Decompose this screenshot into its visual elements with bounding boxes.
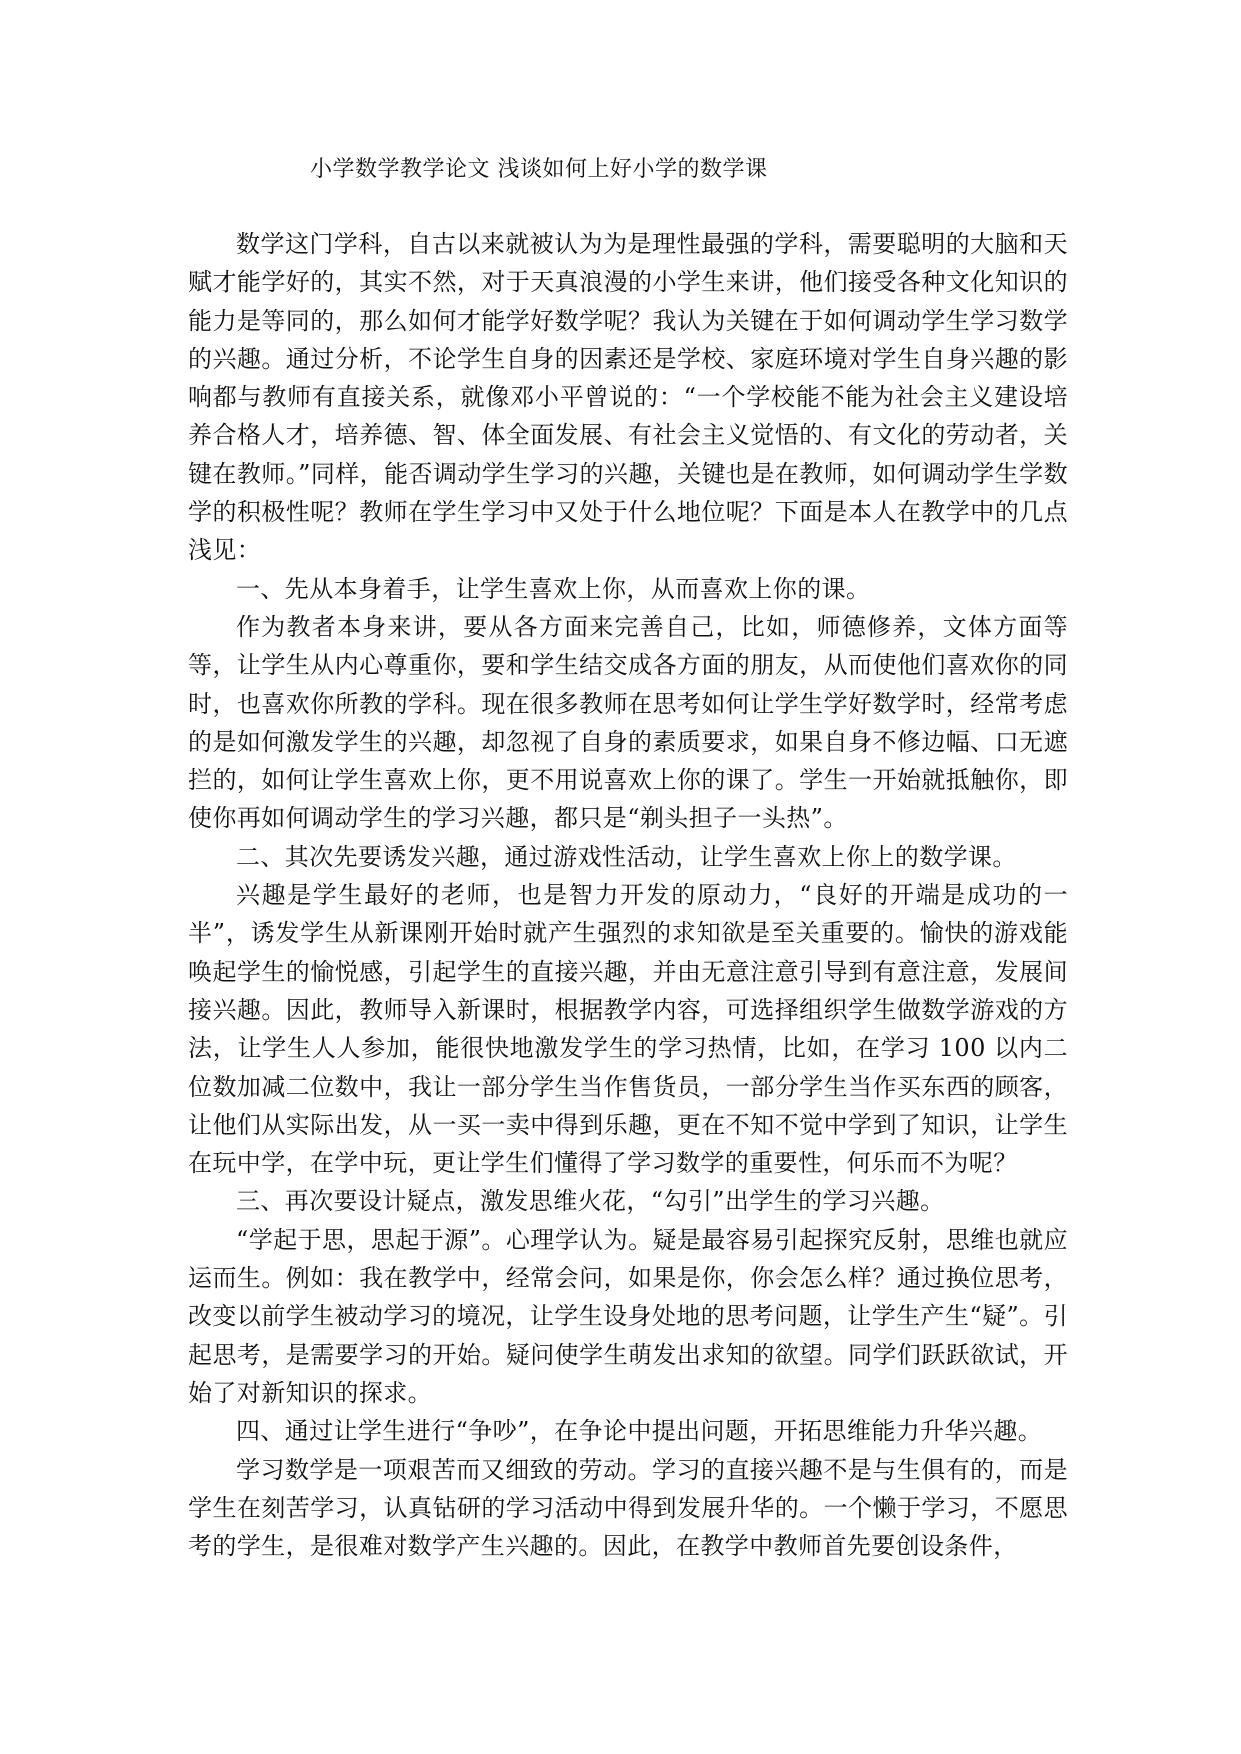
section-body-3: “学起于思，思起于源”。心理学认为。疑是最容易引起探究反射，思维也就应运而生。例如：我在教学中，经常会问，如果是你，你会怎么样？通过换位思考，改变以前学生被动学习的境况，让学生设身处地的思考问题，让学生产生“疑”。引起思考，是需要学习的开始。疑问使学生萌发出求知的欲望。同学们跃跃欲试，开始了对新知识的探求。 — [188, 1225, 1068, 1407]
document-title: 小学数学教学论文 浅谈如何上好小学的数学课 — [310, 157, 768, 182]
section-body-2: 兴趣是学生最好的老师，也是智力开发的原动力，“良好的开端是成功的一半”，诱发学生从新课刚开始时就产生强烈的求知欲是至关重要的。愉快的游戏能唤起学生的愉悦感，引起学生的直接兴趣，并由无意注意引导到有意注意，发展间接兴趣。因此，教师导入新课时，根据教学内容，可选择组织学生做数学游戏的方法，让学生人人参加，能很快地激发学生的学习热情，比如，在学习 100 以内二位数加减二位数中，我让一部分学生当作售货员，一部分学生当作买东西的顾客，让他们从实际出发，从一买一卖中得到乐趣，更在不知不觉中学到了知识，让学生在玩中学，在学中玩，更让学生们懂得了学习数学的重要性，何乐而不为呢？ — [188, 881, 1068, 1178]
intro-paragraph: 数学这门学科，自古以来就被认为为是理性最强的学科，需要聪明的大脑和天赋才能学好的，其实不然，对于天真浪漫的小学生来讲，他们接受各种文化知识的能力是等同的，那么如何才能学好数学呢？我认为关键在于如何调动学生学习数学的兴趣。通过分析，不论学生自身的因素还是学校、家庭环境对学生自身兴趣的影响都与教师有直接关系，就像邓小平曾说的：“一个学校能不能为社会主义建设培养合格人才，培养德、智、体全面发展、有社会主义觉悟的、有文化的劳动者，关键在教师。”同样，能否调动学生学习的兴趣，关键也是在教师，如何调动学生学数学的积极性呢？教师在学生学习中又处于什么地位呢？下面是本人在教学中的几点浅见： — [188, 230, 1068, 565]
section-heading-1: 一、先从本身着手，让学生喜欢上你，从而喜欢上你的课。 — [236, 574, 871, 603]
section-heading-3: 三、再次要设计疑点，激发思维火花，“勾引”出学生的学习兴趣。 — [236, 1187, 945, 1216]
document-body — [188, 225, 1068, 1565]
section-heading-4: 四、通过让学生进行“争吵”，在争论中提出问题，开拓思维能力升华兴趣。 — [236, 1417, 1043, 1446]
section-body-4: 学习数学是一项艰苦而又细致的劳动。学习的直接兴趣不是与生俱有的，而是学生在刻苦学习，认真钻研的学习活动中得到发展升华的。一个懒于学习，不愿思考的学生，是很难对数学产生兴趣的。因此，在教学中教师首先要创设条件， — [188, 1455, 1068, 1561]
section-body-1: 作为教者本身来讲，要从各方面来完善自己，比如，师德修养，文体方面等等，让学生从内心尊重你，要和学生结交成各方面的朋友，从而使他们喜欢你的同时，也喜欢你所教的学科。现在很多教师在思考如何让学生学好数学时，经常考虑的是如何激发学生的兴趣，却忽视了自身的素质要求，如果自身不修边幅、口无遮拦的，如何让学生喜欢上你，更不用说喜欢上你的课了。学生一开始就抵触你，即使你再如何调动学生的学习兴趣，都只是“剃头担子一头热”。 — [188, 612, 1068, 833]
section-heading-2: 二、其次先要诱发兴趣，通过游戏性活动，让学生喜欢上你上的数学课。 — [236, 842, 1017, 871]
